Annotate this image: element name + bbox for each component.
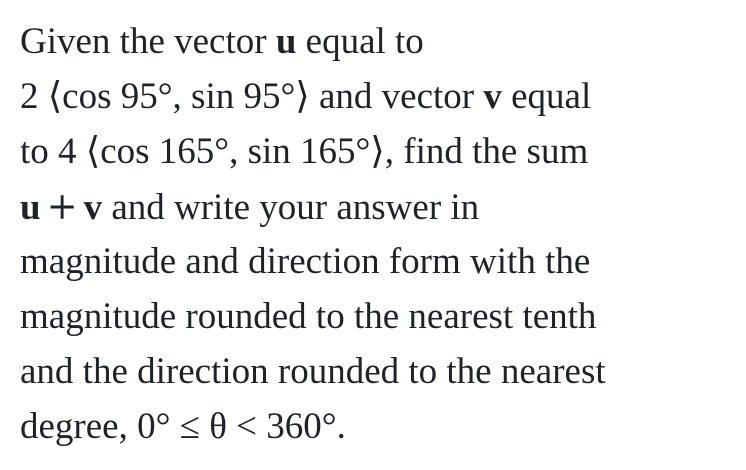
plus-sign: + [46, 185, 78, 228]
problem-line-3 [20, 124, 730, 179]
problem-line-6: magnitude rounded to the nearest tenth [20, 296, 597, 337]
problem-line-4 [20, 179, 730, 234]
problem-line-2 [20, 69, 730, 124]
vector-u-value: 2 ⟨cos 95°, sin 95°⟩ [20, 76, 310, 117]
write-answer-text: and write your answer in [111, 187, 480, 228]
sum-u-symbol: u [20, 187, 41, 228]
problem-line-8 [20, 399, 730, 454]
intro-text: Given the vector [20, 21, 267, 62]
degree-text: degree, [20, 406, 128, 447]
equal-to-text: equal to [305, 21, 424, 62]
problem-line-5: magnitude and direction form with the [20, 241, 591, 282]
vector-v-symbol: v [483, 76, 502, 117]
vector-v-value: 4 ⟨cos 165°, sin 165°⟩ [58, 131, 385, 172]
problem-line-7: and the direction rounded to the nearest [20, 351, 606, 392]
equal-text: equal [511, 76, 592, 117]
sum-v-symbol: v [83, 187, 103, 228]
and-vector-text: and vector [318, 76, 475, 117]
problem-line-1 [20, 14, 730, 69]
to-text: to [20, 131, 49, 172]
vector-u-symbol: u [275, 21, 297, 62]
find-sum-text: , find the sum [384, 131, 589, 172]
angle-range: 0° ≤ θ < 360°. [137, 406, 346, 447]
